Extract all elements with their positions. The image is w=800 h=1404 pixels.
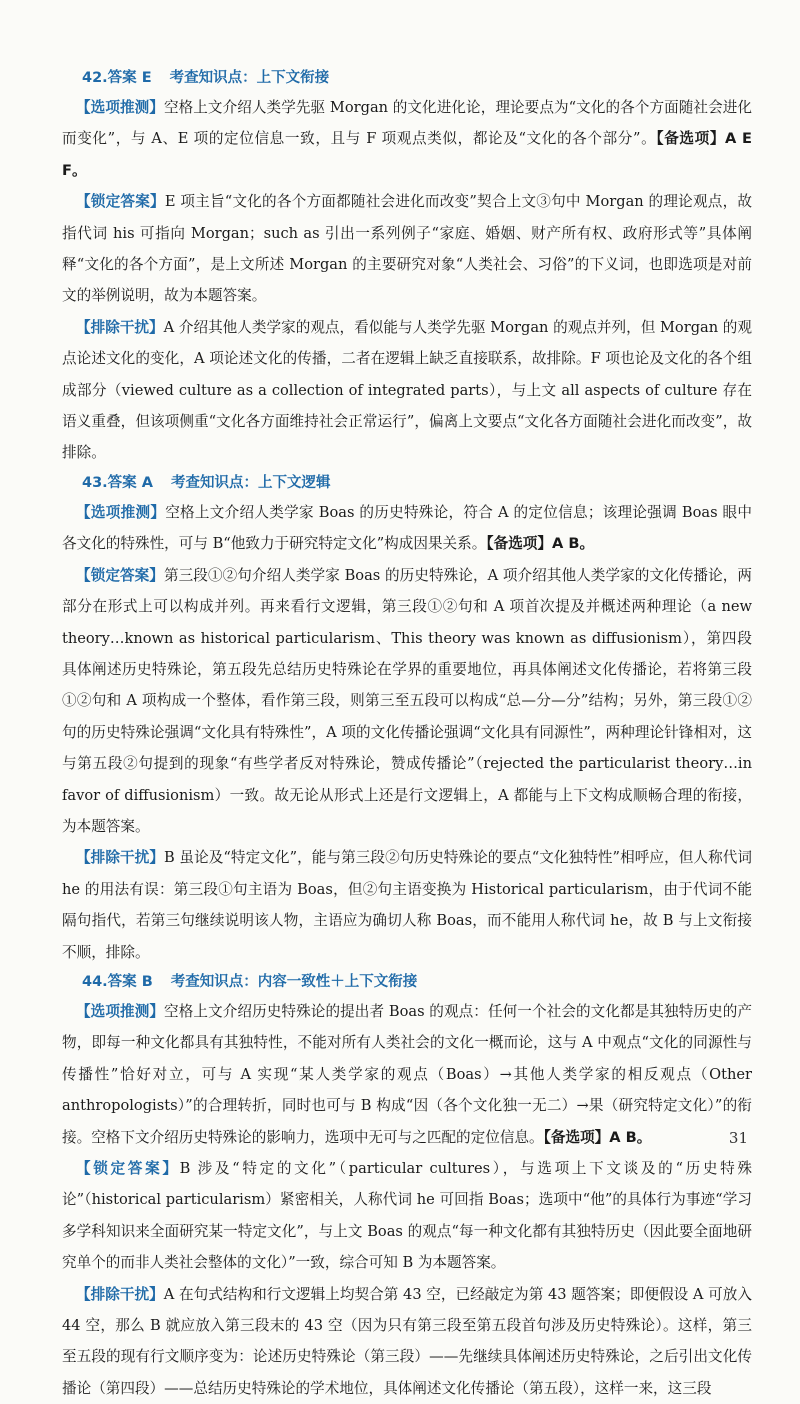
option-inference-44: 【选项推测】空格上文介绍历史特殊论的提出者 Boas 的观点：任何一个社会的文化都是其独特历史的产物，即每一种文化都具有其独特性，不能对所有人类社会的文化一概而论，这与 A 中观点“文化的同源性与传播性”恰好对立，可与 A 实现“某人类学家的观点（Boas）→其他人类学家的相反观点（Other anthropologists）”的合理转折，同时也可与 B 构成“因（各个文化独一无二）→果（研究特定文化）”的衔接。空格下文介绍历史特殊论的影响力，选项中无可与之匹配的定位信息。【备选项】A B。 bbox=[62, 1002, 752, 1146]
answer-header-42: 42.答案 E 考查知识点：上下文衔接 bbox=[82, 70, 330, 86]
eliminate-distractor-43: 【排除干扰】B 虽论及“特定文化”，能与第三段②句历史特殊论的要点“文化独特性”相呼应，但人称代词 he 的用法有误：第三段①句主语为 Boas，但②句主语变换为 Historical particularism，由于代词不能隔句指代，若第三句继续说明该人物，主语应为确切人称 Boas，而不能用人称代词 he，故 B 与上文衔接不顺，排除。 bbox=[62, 849, 752, 961]
eliminate-distractor-44: 【排除干扰】A 在句式结构和行文逻辑上均契合第 43 空，已经敲定为第 43 题答案；即便假设 A 可放入 44 空，那么 B 就应放入第三段末的 43 空（因为只有第三段至第五段首句涉及历史特殊论）。这样，第三至五段的现有行文顺序变为：论述历史特殊论（第三段）——先继续具体阐述历史特殊论，之后引出文化传播论（第四段）——总结历史特殊论的学术地位，具体阐述文化传播论（第五段），这样一来，这三段 bbox=[62, 1285, 752, 1397]
tag-label: 【锁定答案】 bbox=[76, 1160, 180, 1177]
locked-answer-42: 【锁定答案】E 项主旨“文化的各个方面都随社会进化而改变”契合上文③句中 Morgan 的理论观点，故指代词 his 可指向 Morgan；such as 引出一系列例子“家庭、婚姻、财产所有权、政府形式等”具体阐释“文化的各个方面”，是上文所述 Morgan 的主要研究对象“人类社会、习俗”的下义词，也即选项是对前文的举例说明，故为本题答案。 bbox=[62, 193, 752, 305]
tag-label: 【选项推测】 bbox=[76, 503, 166, 521]
answer-header-43: 43.答案 A 考查知识点：上下文逻辑 bbox=[82, 474, 331, 491]
tag-label: 【排除干扰】 bbox=[76, 1285, 164, 1303]
tag-label: 【锁定答案】 bbox=[76, 566, 164, 584]
tag-label: 【锁定答案】 bbox=[76, 193, 165, 211]
answer-header-44: 44.答案 B 考查知识点：内容一致性＋上下文衔接 bbox=[82, 973, 418, 990]
tag-label: 【排除干扰】 bbox=[76, 849, 164, 867]
page-number: 31 bbox=[728, 1129, 748, 1147]
eliminate-distractor-42: 【排除干扰】A 介绍其他人类学家的观点，看似能与人类学先驱 Morgan 的观点并列，但 Morgan 的观点论述文化的变化，A 项论述文化的传播，二者在逻辑上缺乏直接联系，故排除。F 项也论及文化的各个组成部分（viewed culture as a collection of integrated parts），与上文 all aspects of culture 存在语义重叠，但该项侧重“文化各方面维持社会正常运行”，偏离上文要点“文化各方面随社会进化而改变”，故排除。 bbox=[62, 318, 752, 462]
option-inference-43: 【选项推测】空格上文介绍人类学家 Boas 的历史特殊论，符合 A 的定位信息；该理论强调 Boas 眼中各文化的特殊性，可与 B“他致力于研究特定文化”构成因果关系。【备选项】A B。 bbox=[62, 503, 752, 553]
tag-label: 【选项推测】 bbox=[76, 99, 164, 116]
locked-answer-44: 【锁定答案】B 涉及“特定的文化”（particular cultures），与选项上下文谈及的“历史特殊论”（historical particularism）紧密相关，人称代词 he 可回指 Boas；选项中“他”的具体行为事迹“学习多学科知识来全面研究某一特定文化”，与上文 Boas 的观点“每一种文化都有其独特历史（因此要全面地研究单个的而非人类社会整体的文化）”一致，综合可知 B 为本题答案。 bbox=[62, 1160, 752, 1272]
document-page bbox=[62, 64, 752, 1404]
tag-label: 【排除干扰】 bbox=[76, 318, 164, 336]
option-inference-42: 【选项推测】空格上文介绍人类学先驱 Morgan 的文化进化论，理论要点为“文化的各个方面随社会进化而变化”，与 A、E 项的定位信息一致，且与 F 项观点类似，都论及“文化的各个部分”。【备选项】A E F。 bbox=[62, 99, 752, 179]
tag-label: 【选项推测】 bbox=[76, 1002, 165, 1020]
locked-answer-43: 【锁定答案】第三段①②句介绍人类学家 Boas 的历史特殊论，A 项介绍其他人类学家的文化传播论，两部分在形式上可以构成并列。再来看行文逻辑，第三段①②句和 A 项首次提及并概述两种理论（a new theory…known as historical particularism、This theory was known as diffusionism），第四段具体阐述历史特殊论，第五段先总结历史特殊论在学界的重要地位，再具体阐述文化传播论，若将第三段①②句和 A 项构成一个整体，看作第三段，则第三至五段可以构成“总—分—分”结构；另外，第三段①②句的历史特殊论强调“文化具有特殊性”，A 项的文化传播论强调“文化具有同源性”，两种理论针锋相对，这与第五段②句提到的现象“有些学者反对特殊论，赞成传播论”（rejected the particularist theory…in favor of diffusionism）一致。故无论从形式上还是行文逻辑上，A 都能与上下文构成顺畅合理的衔接，为本题答案。 bbox=[62, 566, 752, 835]
